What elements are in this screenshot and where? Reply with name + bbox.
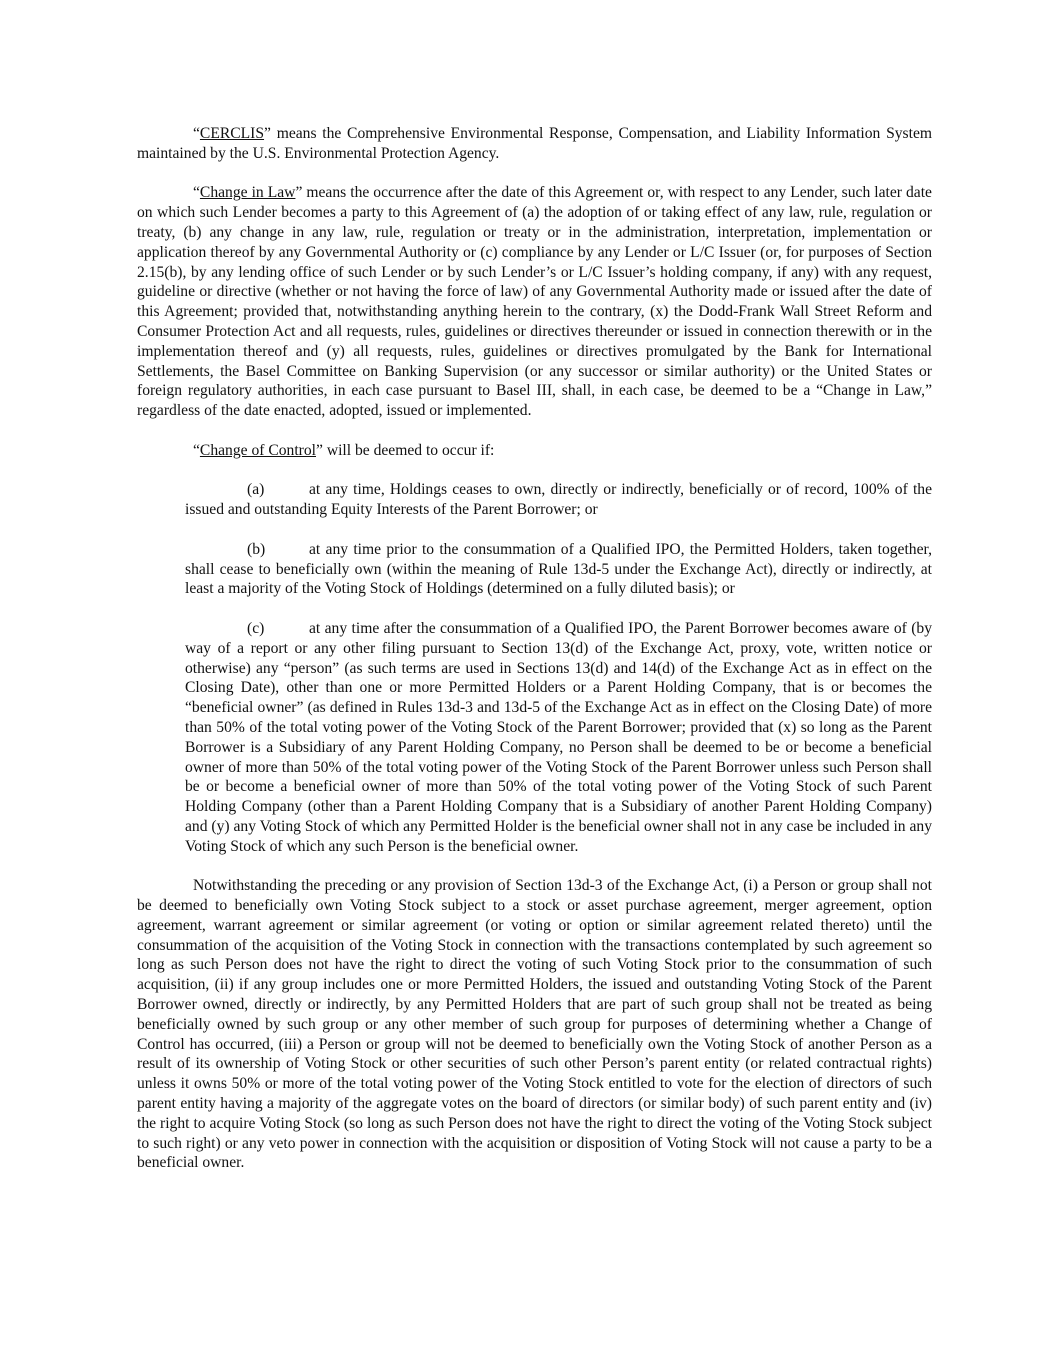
clause-text: at any time, Holdings ceases to own, directly or indirectly, beneficially or of record, 100% of the issued and outstanding Equity Interests of the Parent Borrower; or bbox=[185, 481, 932, 519]
close-quote: ” bbox=[316, 441, 323, 459]
definition-text: means the occurrence after the date of this Agreement or, with respect to any Lender, such later date on which such Lender becomes a party to this Agreement of (a) the adoption of or taking effect of any law, rule, regulation or treaty, (b) any change in any law, rule, regulation or treaty or in the administration, interpretation, implementation or application thereof by any Governmental Authority or (c) compliance by any Lender or L/C Issuer (or, for purposes of Section 2.15(b), by any lending office of such Lender or by such Lender’s or L/C Issuer’s holding company, if any) with any request, guideline or directive (whether or not having the force of law) of any Governmental Authority made or issued after the date of this Agreement; provided that, notwithstanding anything herein to the contrary, (x) the Dodd-Frank Wall Street Reform and Consumer Protection Act and all requests, rules, guidelines or directives thereunder or issued in connection therewith or in the implementation thereof and (y) all requests, rules, guidelines or directives promulgated by the Bank for International Settlements, the Basel Committee on Banking Supervision (or any successor or similar authority) or the United States or foreign regulatory authorities, in each case pursuant to Basel III, shall, in each case, be deemed to be a “Change in Law,” regardless of the date enacted, adopted, issued or implemented. bbox=[137, 184, 932, 420]
definition-text: means the Comprehensive Environmental Response, Compensation, and Liability Information System maintained by the U.S. Environmental Protection Agency. bbox=[137, 125, 932, 162]
notwithstanding-paragraph: Notwithstanding the preceding or any provision of Section 13d-3 of the Exchange Act, (i) a Person or group shall not be deemed to beneficially own Voting Stock subject to a stock or asset purchase agreement, merger agreement, option agreement, warrant agreement or similar agreement (or voting or option or similar agreement related thereto) until the consummation of the acquisition of the Voting Stock in connection with the transactions contemplated by such agreement so long as such Person does not have the right to direct the voting of such Voting Stock prior to the consummation of such acquisition, (ii) if any group includes one or more Permitted Holders, the issued and outstanding Voting Stock of the Parent Borrower owned, directly or indirectly, by any Permitted Holders that are part of such group shall not be treated as being beneficially owned by such group or any other member of such group for purposes of determining whether a Change of Control has occurred, (iii) a Person or group will not be deemed to beneficially own the Voting Stock of another Person as a result of its ownership of Voting Stock or other securities of such other Person’s parent entity (or related contractual rights) unless it owns 50% or more of the total voting power of the Voting Stock entitled to vote for the election of directors of such parent entity having a majority of the aggregate votes on the board of directors (or similar body) of such parent entity and (iv) the right to acquire Voting Stock (so long as such Person does not have the right to direct the voting of the Voting Stock subject to such right) or any veto power in connection with the acquisition or disposition of Voting Stock will not cause a party to be a beneficial owner. bbox=[137, 877, 932, 1172]
clause-label: (b) bbox=[247, 540, 266, 558]
defined-term-change-of-control: Change of Control bbox=[199, 441, 316, 459]
definition-change-of-control bbox=[137, 441, 932, 461]
close-quote: ” bbox=[295, 184, 303, 202]
clause-c bbox=[185, 619, 932, 857]
defined-term-cerclis: CERCLIS bbox=[199, 125, 265, 142]
close-quote: ” bbox=[264, 125, 271, 142]
clause-a bbox=[185, 480, 932, 520]
clause-label: (a) bbox=[247, 481, 265, 499]
definition-cerclis bbox=[137, 124, 932, 164]
definition-change-in-law bbox=[137, 183, 932, 421]
clause-text: at any time after the consummation of a Qualified IPO, the Parent Borrower becomes aware of (by way of a report or any other filing pursuant to Section 13(d) of the Exchange Act, proxy, vote, written notice or otherwise) any “person” (as such terms are used in Sections 13(d) and 14(d) of the Exchange Act as in effect on the Closing Date), other than one or more Permitted Holders or a Parent Holding Company, that is or becomes the “beneficial owner” (as defined in Rules 13d-3 and 13d-5 of the Exchange Act as in effect on the Closing Date) of more than 50% of the total voting power of the Voting Stock of the Parent Borrower; provided that (x) so long as the Parent Borrower is a Subsidiary of any Parent Holding Company, no Person shall be deemed to be or become a beneficial owner of more than 50% of the total voting power of the Voting Stock of the Parent Borrower unless such Person shall be or become a beneficial owner of more than 50% of the total voting power of the Voting Stock of such Parent Holding Company (other than a Parent Holding Company that is a Subsidiary of another Parent Holding Company) and (y) any Voting Stock of which any Permitted Holder is the beneficial owner shall not in any case be included in any Voting Stock of which any such Person is the beneficial owner. bbox=[185, 619, 932, 855]
open-quote: “ bbox=[193, 125, 200, 142]
clause-b bbox=[185, 540, 932, 599]
clause-label: (c) bbox=[247, 619, 265, 637]
open-quote: “ bbox=[193, 184, 200, 202]
defined-term-change-in-law: Change in Law bbox=[199, 184, 296, 202]
document-page bbox=[137, 124, 932, 1193]
definition-text: will be deemed to occur if: bbox=[322, 441, 495, 459]
clause-text: at any time prior to the consummation of a Qualified IPO, the Permitted Holders, taken together, shall cease to beneficially own (within the meaning of Rule 13d-5 under the Exchange Act), directly or indirectly, at least a majority of the Voting Stock of Holdings (determined on a fully diluted basis); or bbox=[185, 540, 932, 598]
open-quote: “ bbox=[193, 441, 200, 459]
